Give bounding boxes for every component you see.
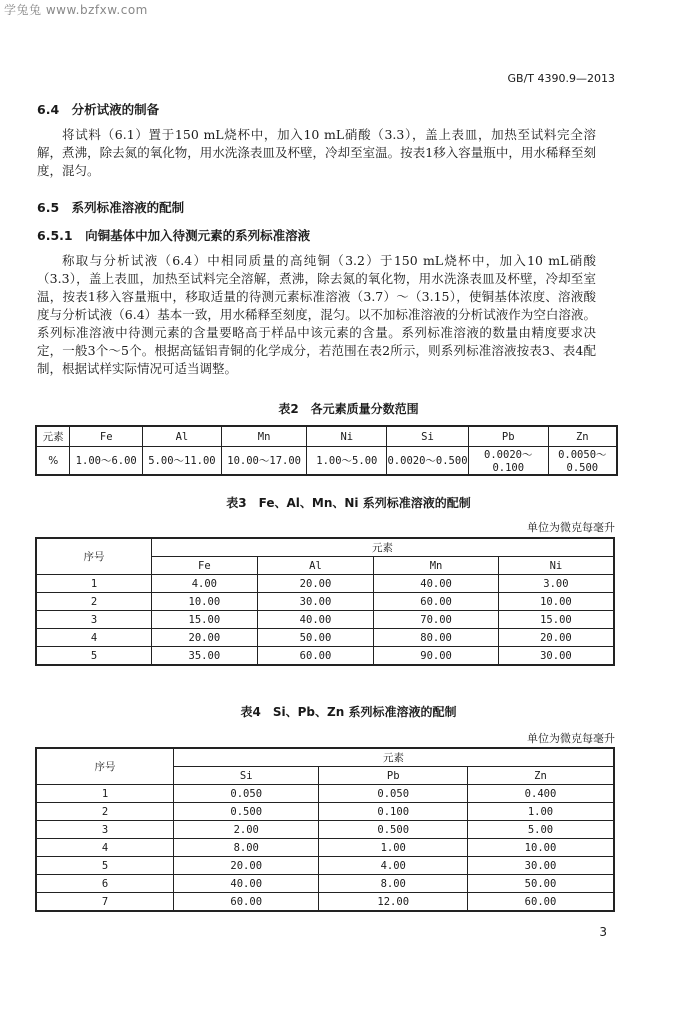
table3-cell: 4.00 bbox=[152, 575, 258, 593]
table-row bbox=[36, 575, 614, 593]
table4-cell: 0.500 bbox=[173, 803, 319, 821]
table3-column-header: Ni bbox=[498, 557, 614, 575]
table4-unit: 单位为微克每毫升 bbox=[527, 732, 615, 745]
table3-column-header: Al bbox=[257, 557, 374, 575]
watermark: 学兔兔 www.bzfxw.com bbox=[4, 3, 148, 17]
table-row bbox=[36, 857, 614, 875]
table2-range: 0.0050～0.500 bbox=[548, 447, 617, 476]
table4-cell: 5.00 bbox=[467, 821, 614, 839]
table2-range-row bbox=[36, 447, 617, 476]
table3-cell: 60.00 bbox=[257, 647, 374, 666]
table4-cell: 6 bbox=[36, 875, 173, 893]
table4-cell: 2.00 bbox=[173, 821, 319, 839]
table4-cell: 1.00 bbox=[319, 839, 468, 857]
table-row bbox=[36, 839, 614, 857]
table3-cell: 3.00 bbox=[498, 575, 614, 593]
section-6-5-heading: 6.5 系列标准溶液的配制 bbox=[37, 200, 185, 215]
section-6-5-1-heading: 6.5.1 向铜基体中加入待测元素的系列标准溶液 bbox=[37, 228, 311, 243]
table-row bbox=[36, 821, 614, 839]
table4-cell: 60.00 bbox=[173, 893, 319, 912]
table2 bbox=[35, 425, 618, 476]
table3-unit: 单位为微克每毫升 bbox=[527, 521, 615, 534]
table3-cell: 40.00 bbox=[374, 575, 499, 593]
table3-cell: 50.00 bbox=[257, 629, 374, 647]
table2-row-label: 元素 bbox=[36, 426, 70, 447]
table2-element: Pb bbox=[468, 426, 548, 447]
table3 bbox=[35, 537, 615, 666]
table2-range: 10.00～17.00 bbox=[221, 447, 307, 476]
table2-element: Al bbox=[143, 426, 222, 447]
table3-group-header: 元素 bbox=[152, 538, 614, 557]
table4-cell: 0.500 bbox=[319, 821, 468, 839]
table2-element: Mn bbox=[221, 426, 307, 447]
table4-cell: 30.00 bbox=[467, 857, 614, 875]
table3-cell: 10.00 bbox=[152, 593, 258, 611]
table4-cell: 5 bbox=[36, 857, 173, 875]
table3-cell: 35.00 bbox=[152, 647, 258, 666]
table3-cell: 20.00 bbox=[152, 629, 258, 647]
section-6-5-1-paragraph: 称取与分析试液（6.4）中相同质量的高纯铜（3.2）于150 mL烧杯中，加入10 mL硝酸（3.3），盖上表皿，加热至试料完全溶解，煮沸，除去氮的氧化物，用水洗涤表皿及杯壁，冷却至室温，按表1移入容量瓶中，移取适量的待测元素标准溶液（3.7）～（3.15），使铜基体浓度、溶液酸度与分析试液（6.4）基本一致，用水稀释至刻度，混匀。以不加标准溶液的分析试液作为空白溶液。系列标准溶液中待测元素的含量要略高于样品中该元素的含量。系列标准溶液的数量由精度要求决定，一般3个～5个。根据高锰铝青铜的化学成分，若范围在表2所示，则系列标准溶液按表3、表4配制，根据试样实际情况可适当调整。 bbox=[37, 253, 596, 376]
table4-cell: 1 bbox=[36, 785, 173, 803]
table3-cell: 70.00 bbox=[374, 611, 499, 629]
section-6-4-paragraph: 将试料（6.1）置于150 mL烧杯中，加入10 mL硝酸（3.3），盖上表皿，加热至试料完全溶解，煮沸，除去氮的氧化物，用水洗涤表皿及杯壁，冷却至室温。按表1移入容量瓶中，用水稀释至刻度，混匀。 bbox=[37, 127, 596, 178]
table-row bbox=[36, 593, 614, 611]
table2-range: 0.0020～0.500 bbox=[387, 447, 469, 476]
table3-seq-header: 序号 bbox=[36, 538, 152, 575]
table3-cell: 4 bbox=[36, 629, 152, 647]
table4-cell: 10.00 bbox=[467, 839, 614, 857]
table3-cell: 1 bbox=[36, 575, 152, 593]
table3-cell: 15.00 bbox=[152, 611, 258, 629]
table2-header-row bbox=[36, 426, 617, 447]
table4-cell: 40.00 bbox=[173, 875, 319, 893]
table4-group-header: 元素 bbox=[173, 748, 614, 767]
table3-cell: 2 bbox=[36, 593, 152, 611]
table4-cell: 60.00 bbox=[467, 893, 614, 912]
table2-range: 0.0020～0.100 bbox=[468, 447, 548, 476]
table4-cell: 4.00 bbox=[319, 857, 468, 875]
table4-cell: 0.100 bbox=[319, 803, 468, 821]
table-row bbox=[36, 611, 614, 629]
table2-element: Fe bbox=[70, 426, 143, 447]
table-row bbox=[36, 893, 614, 912]
table3-column-header: Mn bbox=[374, 557, 499, 575]
table3-cell: 3 bbox=[36, 611, 152, 629]
table2-range: 1.00～6.00 bbox=[70, 447, 143, 476]
table3-cell: 20.00 bbox=[498, 629, 614, 647]
table4 bbox=[35, 747, 615, 912]
table2-range: 5.00～11.00 bbox=[143, 447, 222, 476]
table3-cell: 15.00 bbox=[498, 611, 614, 629]
table4-cell: 0.050 bbox=[173, 785, 319, 803]
table3-cell: 30.00 bbox=[498, 647, 614, 666]
table4-cell: 2 bbox=[36, 803, 173, 821]
table2-row-label: % bbox=[36, 447, 70, 476]
table2-range: 1.00～5.00 bbox=[307, 447, 387, 476]
table4-column-header: Zn bbox=[467, 767, 614, 785]
table4-cell: 0.050 bbox=[319, 785, 468, 803]
table3-cell: 5 bbox=[36, 647, 152, 666]
section-6-4-heading: 6.4 分析试液的制备 bbox=[37, 102, 160, 117]
table4-cell: 1.00 bbox=[467, 803, 614, 821]
table-row bbox=[36, 875, 614, 893]
table4-caption: 表4 Si、Pb、Zn 系列标准溶液的配制 bbox=[240, 705, 457, 719]
standard-number: GB/T 4390.9—2013 bbox=[507, 72, 615, 85]
table4-cell: 12.00 bbox=[319, 893, 468, 912]
table-row bbox=[36, 803, 614, 821]
table4-cell: 20.00 bbox=[173, 857, 319, 875]
table3-cell: 80.00 bbox=[374, 629, 499, 647]
table4-cell: 4 bbox=[36, 839, 173, 857]
table4-cell: 7 bbox=[36, 893, 173, 912]
table3-cell: 40.00 bbox=[257, 611, 374, 629]
table4-seq-header: 序号 bbox=[36, 748, 173, 785]
table4-column-header: Si bbox=[173, 767, 319, 785]
table4-cell: 8.00 bbox=[319, 875, 468, 893]
page-number: 3 bbox=[599, 925, 607, 939]
table4-column-header: Pb bbox=[319, 767, 468, 785]
table4-cell: 50.00 bbox=[467, 875, 614, 893]
table-row bbox=[36, 647, 614, 666]
table4-cell: 3 bbox=[36, 821, 173, 839]
table-row bbox=[36, 629, 614, 647]
table3-cell: 10.00 bbox=[498, 593, 614, 611]
table3-cell: 60.00 bbox=[374, 593, 499, 611]
table3-column-header: Fe bbox=[152, 557, 258, 575]
table2-caption: 表2 各元素质量分数范围 bbox=[278, 402, 419, 416]
table2-element: Ni bbox=[307, 426, 387, 447]
table2-element: Si bbox=[387, 426, 469, 447]
table2-element: Zn bbox=[548, 426, 617, 447]
table-row bbox=[36, 785, 614, 803]
table4-cell: 0.400 bbox=[467, 785, 614, 803]
table3-cell: 90.00 bbox=[374, 647, 499, 666]
table3-cell: 30.00 bbox=[257, 593, 374, 611]
table4-cell: 8.00 bbox=[173, 839, 319, 857]
table3-caption: 表3 Fe、Al、Mn、Ni 系列标准溶液的配制 bbox=[226, 496, 471, 510]
table3-cell: 20.00 bbox=[257, 575, 374, 593]
